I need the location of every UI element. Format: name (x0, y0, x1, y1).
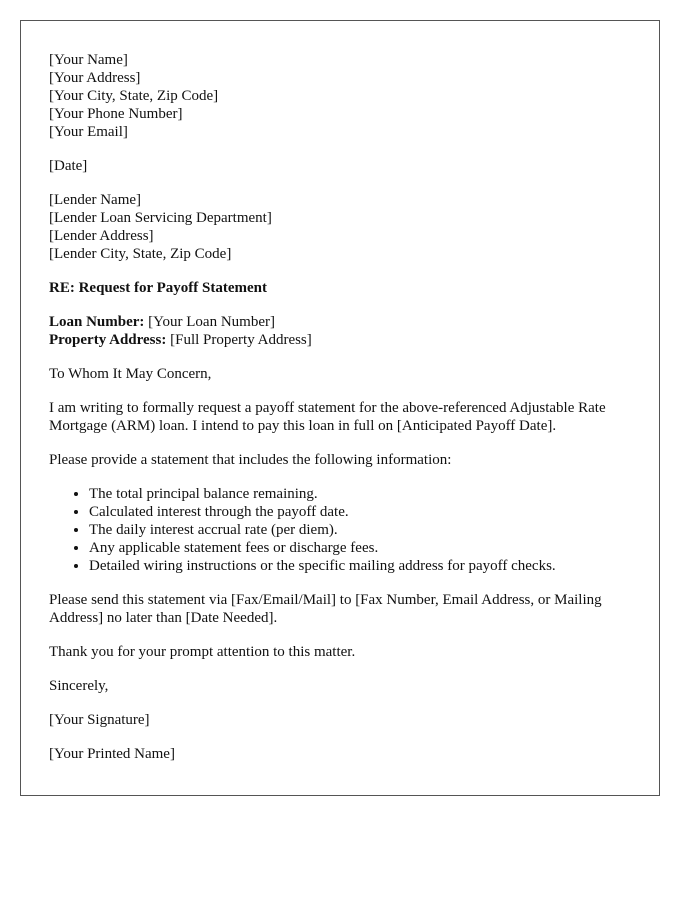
list-item: • The total principal balance remaining. (89, 485, 631, 503)
closing: Sincerely, (49, 678, 109, 694)
printed-name: [Your Printed Name] (49, 746, 175, 762)
sender-address: [Your Address] (49, 70, 141, 86)
list-item: • Detailed wiring instructions or the specific mailing address for payoff checks. (89, 557, 631, 575)
sender-name: [Your Name] (49, 52, 128, 68)
property-address-label: Property Address: (49, 332, 167, 348)
sender-block (49, 51, 631, 141)
property-address-line (49, 331, 631, 349)
requested-items-list (49, 485, 631, 575)
loan-number-label: Loan Number: (49, 314, 145, 330)
thanks-line: Thank you for your prompt attention to this matter. (49, 644, 356, 660)
list-intro: Please provide a statement that includes the following information: (49, 452, 452, 468)
delivery-paragraph: Please send this statement via [Fax/Email/Mail] to [Fax Number, Email Address, or Mailing Address] no later than [Date Needed]. (49, 592, 602, 626)
signature: [Your Signature] (49, 712, 150, 728)
loan-details (49, 313, 631, 349)
sender-email: [Your Email] (49, 124, 128, 140)
list-item: • Any applicable statement fees or discharge fees. (89, 539, 631, 557)
recipient-city-state-zip: [Lender City, State, Zip Code] (49, 246, 232, 262)
salutation: To Whom It May Concern, (49, 366, 212, 382)
loan-number-value: [Your Loan Number] (144, 314, 275, 330)
intro-paragraph: I am writing to formally request a payoff statement for the above-referenced Adjustable Rate Mortgage (ARM) loan. I intend to pay this loan in full on [Anticipated Payoff Date]. (49, 400, 606, 434)
recipient-department: [Lender Loan Servicing Department] (49, 210, 272, 226)
letter-date: [Date] (49, 158, 88, 174)
list-item: • Calculated interest through the payoff date. (89, 503, 631, 521)
subject-line: RE: Request for Payoff Statement (49, 280, 268, 296)
recipient-name: [Lender Name] (49, 192, 142, 208)
recipient-address: [Lender Address] (49, 228, 154, 244)
list-item: • The daily interest accrual rate (per diem). (89, 521, 631, 539)
sender-city-state-zip: [Your City, State, Zip Code] (49, 88, 219, 104)
loan-number-line (49, 313, 631, 331)
sender-phone: [Your Phone Number] (49, 106, 183, 122)
letter-page (20, 20, 660, 796)
recipient-block (49, 191, 631, 263)
property-address-value: [Full Property Address] (166, 332, 312, 348)
